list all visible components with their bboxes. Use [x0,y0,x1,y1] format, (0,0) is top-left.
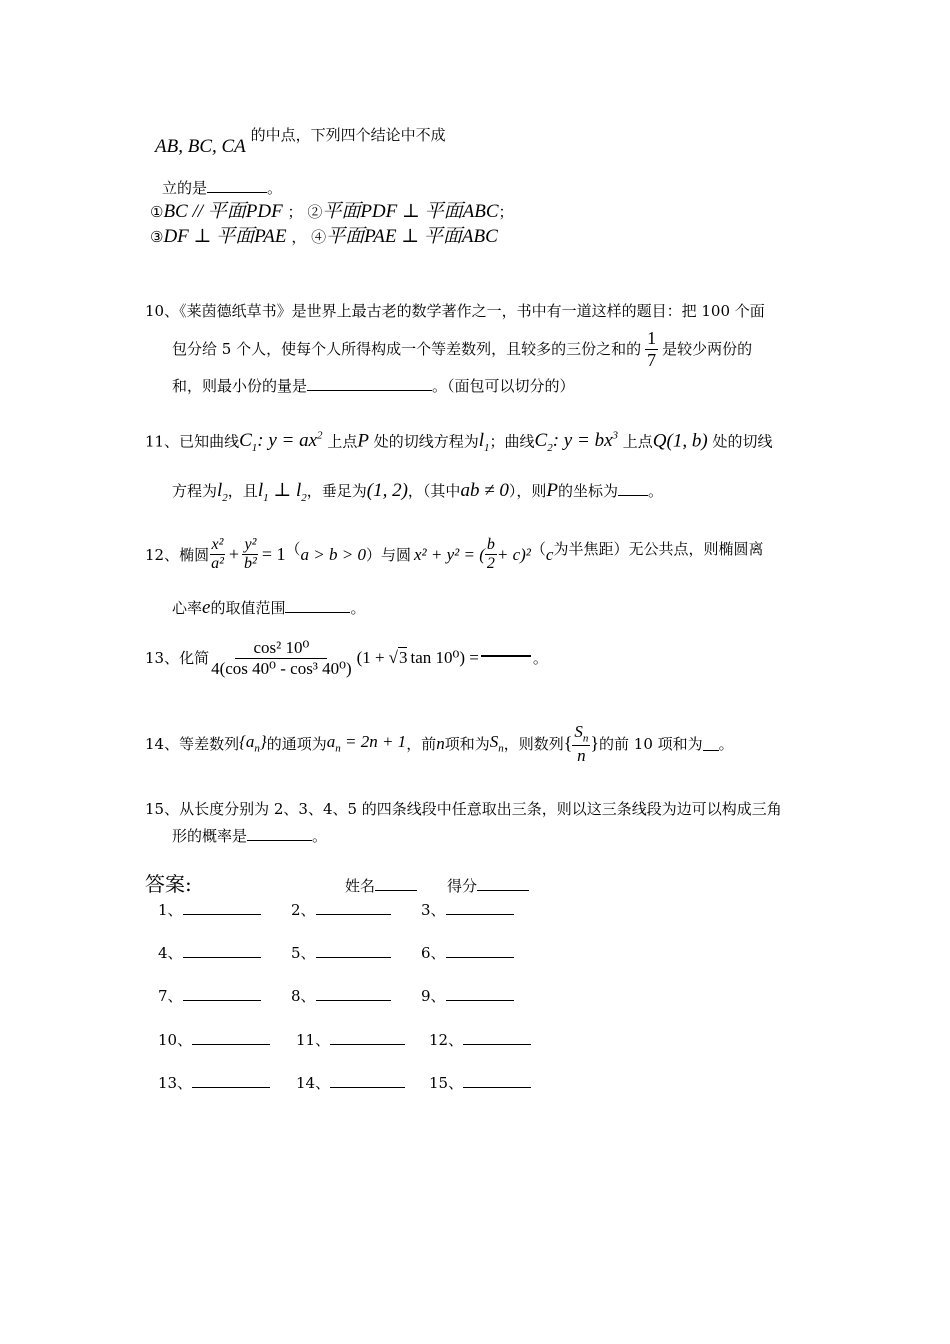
q11-t5: 上点 [622,432,653,451]
answer-blank[interactable] [316,900,391,915]
q13-fraction [209,638,354,678]
q12-p2: （ [530,539,546,558]
q10-text-c: 和，则最小份的量是 [172,377,308,395]
q11-t8: ，且 [227,482,258,500]
q12-t2: ）与圆 [365,545,411,564]
name-field [345,876,417,895]
answer-label: 1、 [158,901,183,919]
q12-t6: 。 [350,599,366,617]
q10-text-d: 。（面包可以切分的） [432,377,575,395]
answer-row [296,1030,405,1049]
q12-condition: a > b > 0 [300,544,366,564]
q11-line1 [145,430,772,455]
answer-row [158,1073,270,1092]
q15-text: 形的概率是 [172,827,248,845]
answer-blank[interactable] [463,1030,531,1045]
q11-point-p2: P [546,480,558,501]
q14-t2: 的通项为 [266,734,327,753]
q14-t6: 的前 10 项和为 [599,734,703,753]
answer-row [421,943,514,962]
q13-sqrt: 3 [398,648,408,668]
q13-rest-a: (1 + [356,647,385,667]
q9-sep2: ； [498,203,514,221]
q13-end: 。 [532,649,548,668]
answer-row [429,1030,531,1049]
answer-blank[interactable] [446,986,514,1001]
q9-line2 [162,178,282,197]
q12-circle-end: + c)² [496,544,531,564]
q14-line [145,722,734,766]
answer-blank[interactable] [183,986,261,1001]
q11-perpendicular: $l_1$ ⊥ $l_2$ [257,480,307,504]
q14-formula: $a_n = 2n + 1$ [326,732,407,755]
answer-blank[interactable] [330,1073,405,1088]
q11-answer-blank[interactable] [618,481,648,496]
q13-line: 13、化简 $\frac{\text{cos² 10⁰}}{\text{4(cos 40⁰ - cos³ 40⁰)}}$ (1 + √ 3 tan 10⁰) = 。 [145,638,548,678]
q15-end: 。 [312,827,328,845]
q10-fraction [645,328,658,370]
answer-label: 4、 [158,944,183,962]
q10-fraction-num: 1 [647,328,657,348]
q9-option3-mark: ③ [150,228,164,246]
answer-blank[interactable] [183,943,261,958]
q9-option1: BC // 平面PDF [163,201,283,222]
q14-t5: ，则数列 [503,734,564,753]
answer-blank[interactable] [446,943,514,958]
q12-p1: （ [285,539,301,558]
answer-blank[interactable] [446,900,514,915]
q13-den: 4(cos 40⁰ - cos³ 40⁰) [211,658,352,678]
answer-label: 13、 [158,1074,193,1092]
name-label: 姓名 [345,877,376,895]
answer-row [296,1073,405,1092]
q14-t4: 项和为 [444,734,490,753]
q9-prompt: 立的是 [162,179,208,197]
q11-curve-c1: $C_1$: $y = ax^2$ [239,430,323,455]
q12-c: c [545,544,554,564]
score-field [447,876,529,895]
q11-point-q: Q(1, b) [652,430,708,452]
q11-t9: ，垂足为 [306,482,367,500]
q15-answer-blank[interactable] [247,826,312,841]
q10-line3 [172,376,575,395]
q11-t4: ；曲线 [489,432,535,451]
answer-blank[interactable] [316,943,391,958]
answer-blank[interactable] [463,1073,531,1088]
answer-label: 10、 [158,1031,193,1049]
answer-blank[interactable] [316,986,391,1001]
q9-option2: 平面PDF ⊥ 平面ABC [322,201,499,222]
q11-t12: 的坐标为 [558,482,619,500]
q9-options-row2 [150,226,498,249]
q9-line1 [155,126,446,159]
q12-t5: 的取值范围 [210,599,286,617]
score-label: 得分 [447,877,478,895]
answer-label: 11、 [296,1031,331,1049]
q14-sn: $S_n$ [489,732,504,755]
answer-row [291,900,391,919]
q11-t6: 处的切线 [712,432,773,451]
q11-curve-c2: $C_2$: $y = bx^3$ [534,430,618,455]
answer-blank[interactable] [192,1030,270,1045]
q14-brace-right: } [590,732,600,753]
answer-label: 15、 [429,1074,464,1092]
q9-sep3: ， [291,228,307,246]
q12-e: e [202,597,211,618]
q14-t3: ，前 [406,734,437,753]
q11-condition: ab ≠ 0 [460,480,509,501]
q12-frac-x: $\frac{\text{x²}}{\text{a²}}$ [211,536,224,573]
q12-frac-y: $\frac{\text{y²}}{\text{b²}}$ [244,536,257,573]
q9-option1-mark: ① [150,203,164,221]
answer-label: 2、 [291,901,316,919]
answer-label: 8、 [291,987,316,1005]
q14-t7: 。 [718,734,734,753]
answer-label: 14、 [296,1074,331,1092]
q9-math-midpoints: AB, BC, CA [155,136,246,157]
q12-plus: + [228,544,240,565]
q11-t1: 11、已知曲线 [145,432,240,451]
answer-row [421,900,514,919]
q12-line2 [172,597,365,620]
q11-point-p: P [357,430,369,452]
q12-answer-blank[interactable] [285,598,350,613]
q12-eq: = 1 [261,544,286,565]
q9-option4: 平面PAE ⊥ 平面ABC [326,226,498,247]
q11-t13: 。 [648,482,664,500]
q10-line2 [172,328,752,370]
q11-t7: 方程为 [172,482,218,500]
q12-frac-b: $\frac{b}{2}$ [486,536,495,573]
answer-label: 9、 [421,987,446,1005]
answer-label: 12、 [429,1031,464,1049]
q10-fraction-den: 7 [647,349,657,370]
q9-text: 的中点，下列四个结论中不成 [250,126,446,144]
answer-label: 5、 [291,944,316,962]
q12-t1: 12、椭圆 [145,545,210,564]
q11-t2: 上点 [327,432,358,451]
answer-row [421,986,514,1005]
q12-circle: x² + y² = ( [413,544,485,564]
q14-brace-left: { [563,732,573,753]
q14-n: n [436,733,445,753]
answer-row [158,900,261,919]
q14-fraction: $\frac{S_n}{n}$ [574,722,589,766]
answer-label: 6、 [421,944,446,962]
q13-num: cos² 10⁰ [235,638,327,659]
q14-sequence: $\{a_n\}$ [239,732,267,755]
q12-t3: 为半焦距）无公共点，则椭圆离 [553,539,764,558]
q9-option2-mark: ② [307,203,323,221]
q9-option4-mark: ④ [311,228,327,246]
answer-row [429,1073,531,1092]
q15-line2 [172,826,327,845]
answer-label: 7、 [158,987,183,1005]
q12-line1 [145,536,763,574]
q10-answer-blank[interactable] [307,376,432,391]
q13-rest-b: tan 10⁰) = [410,647,479,667]
q14-t1: 14、等差数列 [145,734,240,753]
q11-t11: ），则 [508,482,547,500]
answer-blank[interactable] [183,900,261,915]
answer-label: 3、 [421,901,446,919]
q10-line1: 10、《莱茵德纸草书》是世界上最古老的数学著作之一，书中有一道这样的题目：把 100 个面 [145,302,765,320]
answer-title: 答案: [145,872,192,896]
q15-line1: 15、从长度分别为 2、3、4、5 的四条线段中任意取出三条，则以这三条线段为边可以构成三角 [145,800,782,818]
name-input[interactable] [375,876,417,891]
q9-sep1: ； [287,203,303,221]
q9-answer-blank[interactable] [207,178,267,193]
q13-t1: 13、化简 [145,649,210,668]
score-input[interactable] [477,876,529,891]
q11-foot: (1, 2) [366,480,408,501]
answer-blank[interactable] [192,1073,270,1088]
q14-answer-blank[interactable] [703,736,719,751]
q12-t4: 心率 [172,599,203,617]
q9-end: 。 [267,179,283,197]
q13-answer-blank[interactable] [481,655,531,657]
answer-row [291,986,391,1005]
q10-text-a: 包分给 5 个人，使每个人所得构成一个等差数列，且较多的三份之和的 [172,340,642,359]
q9-options-row1 [150,201,514,224]
q11-t3: 处的切线方程为 [373,432,479,451]
answer-row [158,986,261,1005]
q11-line2 [172,480,663,505]
q11-t10: ，（其中 [407,482,461,500]
answer-blank[interactable] [330,1030,405,1045]
q11-line-l2: $l_2$ [217,480,228,504]
q10-text-b: 是较少两份的 [662,340,753,359]
answer-row [158,943,261,962]
answer-row [291,943,391,962]
q9-option3: DF ⊥ 平面PAE [163,226,287,247]
q11-line-l1: $l_1$ [478,430,490,455]
answer-row [158,1030,270,1049]
